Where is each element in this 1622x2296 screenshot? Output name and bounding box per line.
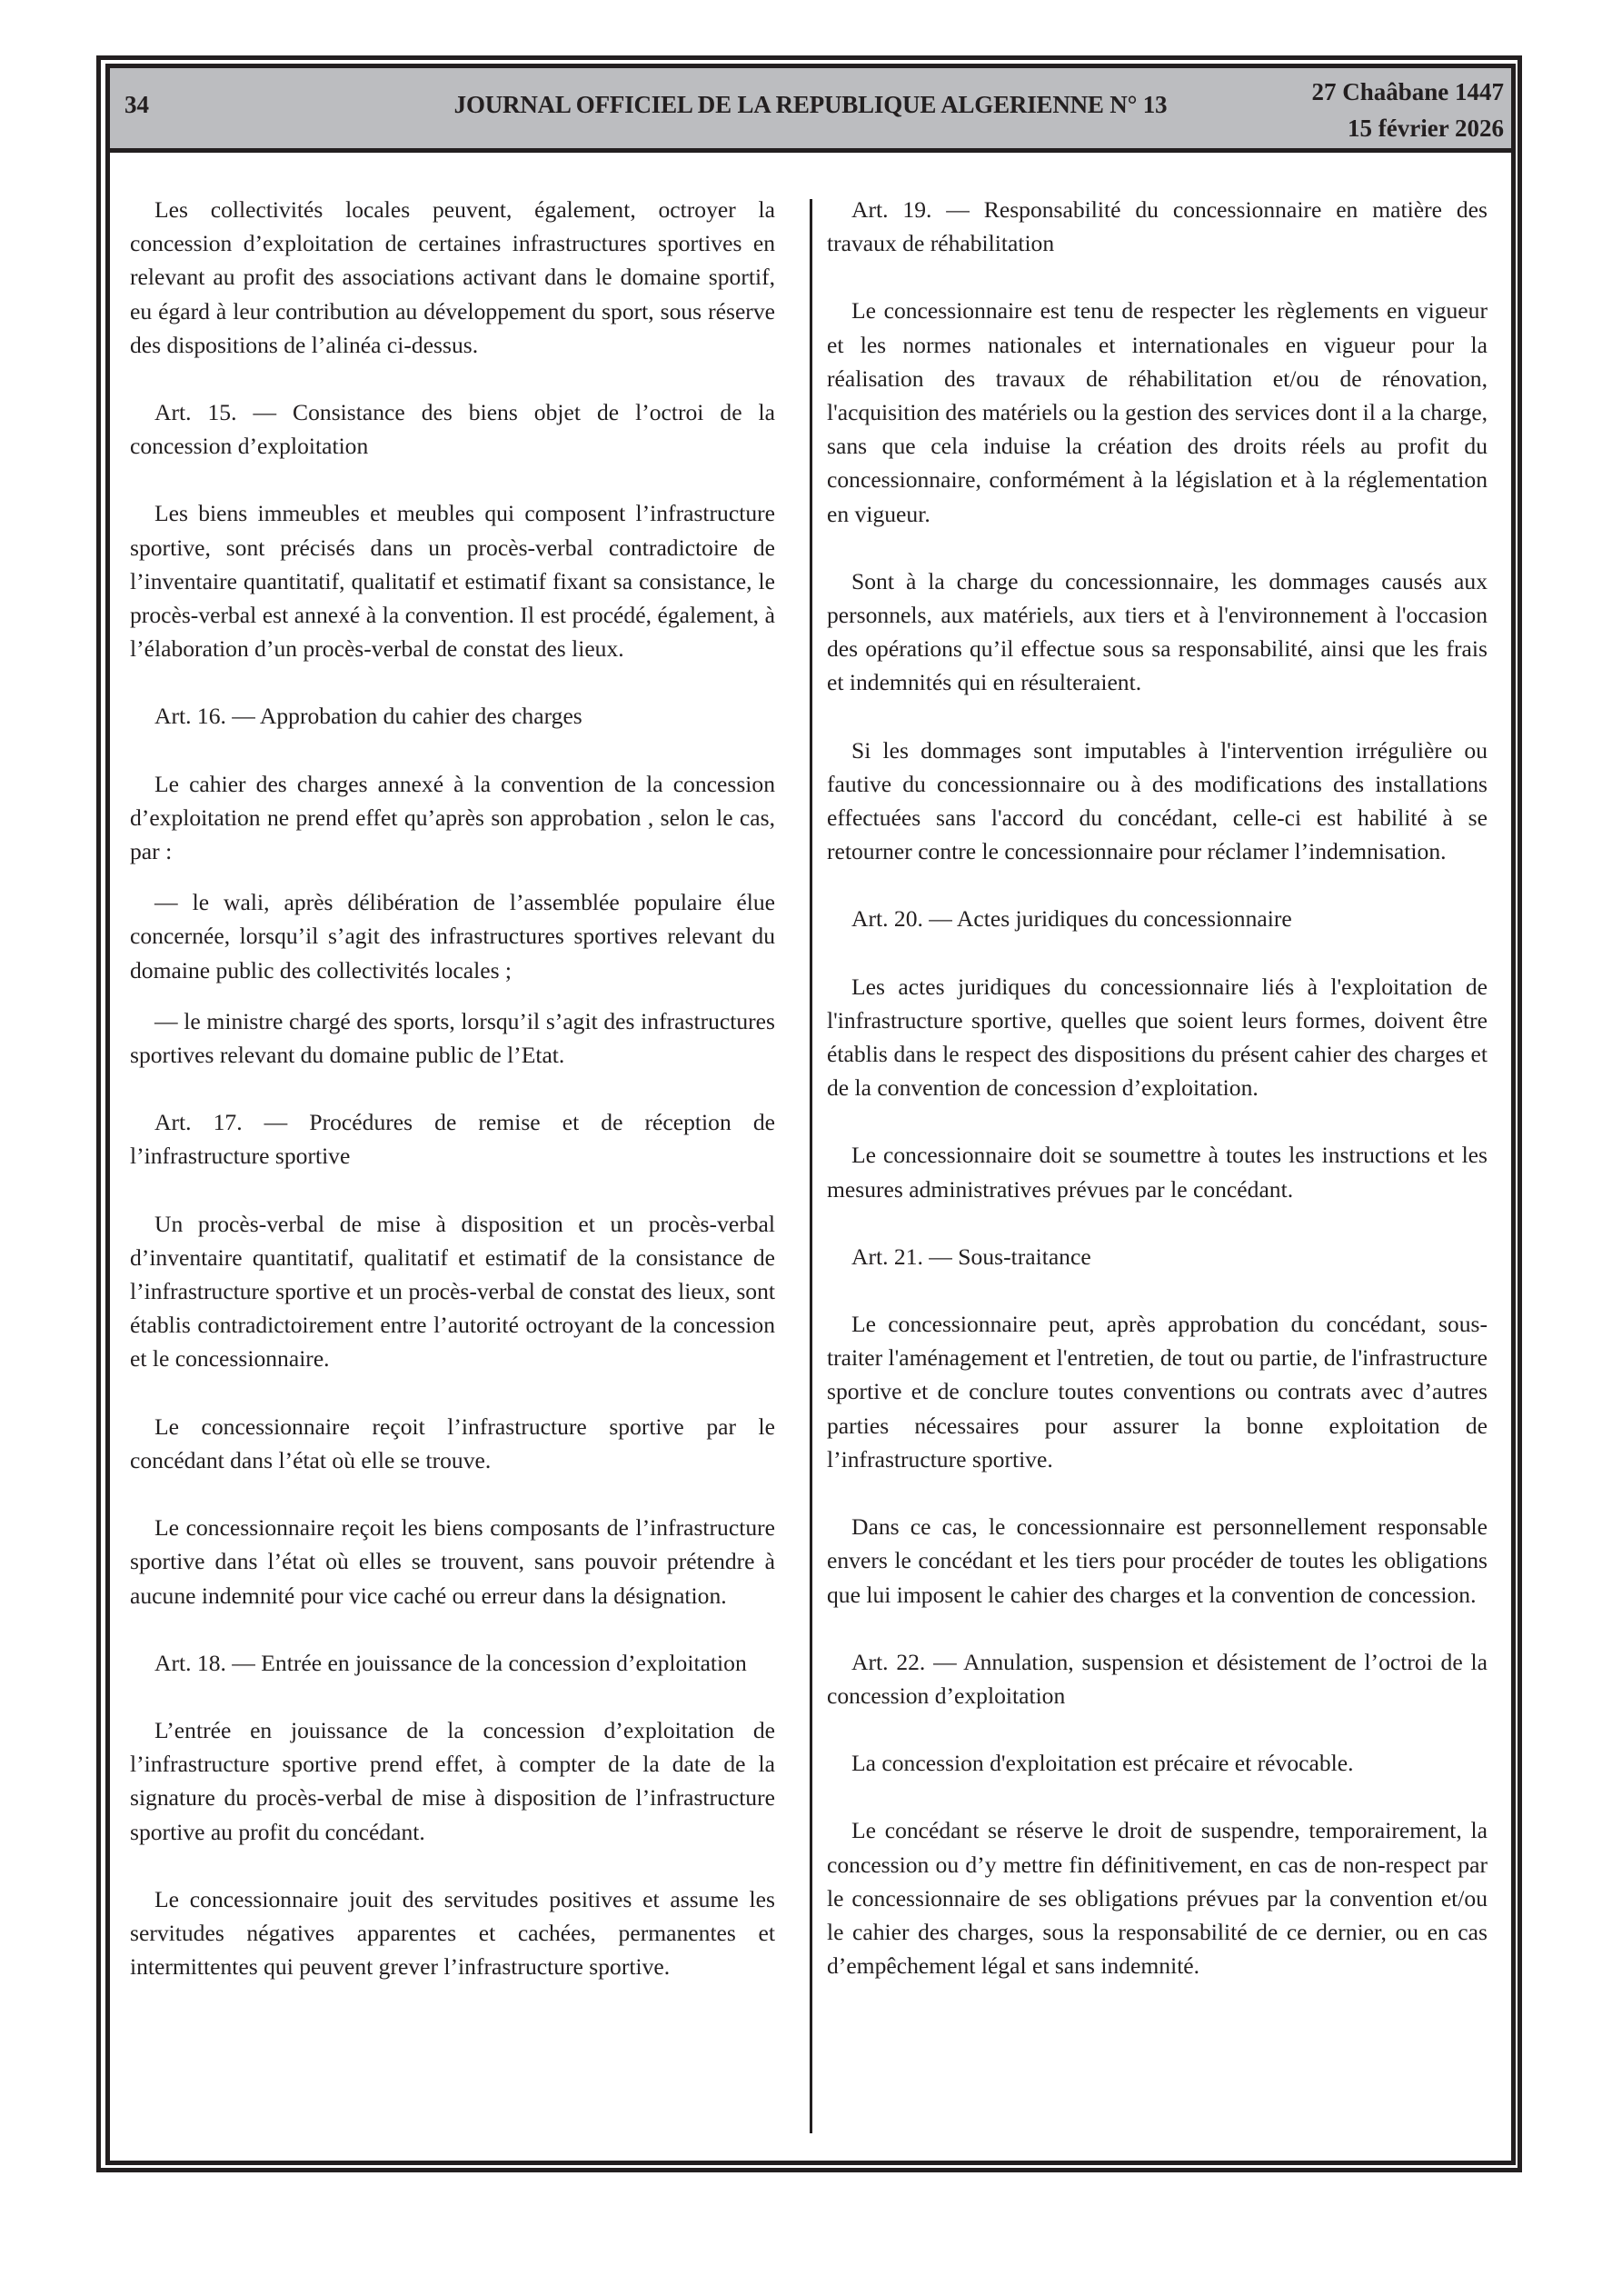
page-number: 34 <box>124 91 149 118</box>
article-heading-22: Art. 22. — Annulation, suspension et désistement de l’octroi de la concession d’exploitation <box>827 1648 1488 1709</box>
article-heading-19: Art. 19. — Responsabilité du concessionnaire en matière des travaux de réhabilitation <box>827 196 1488 257</box>
paragraph: Les actes juridiques du concessionnaire liés à l'exploitation de l'infrastructure sportive, quelles que soient leurs formes, doivent être établis dans le respect des dispositions du présent cahier des charges et de la convention de concession d’exploitation. <box>827 973 1488 1102</box>
paragraph: Le concédant se réserve le droit de suspendre, temporairement, la concession ou d’y mettre fin définitivement, en cas de non-respect par le concessionnaire de ses obligations prévues par la convention et/ou le cahier des charges, sous la responsabilité de ce dernier, ou en cas d’empêchement légal et sans indemnité. <box>827 1817 1488 1980</box>
paragraph: Sont à la charge du concessionnaire, les dommages causés aux personnels, aux matériels, aux tiers et à l'environnement à l'occasion des opérations qu’il effectue sous sa responsabilité, ainsi que les frais et indemnités qui en résulteraient. <box>827 567 1488 696</box>
paragraph: Un procès-verbal de mise à disposition et un procès-verbal d’inventaire quantitatif, qualitatif et estimatif de la consistance de l’infrastructure sportive et un procès-verbal de constat des lieux, sont établis contradictoirement entre l’autorité octroyant de la concession et le concessionnaire. <box>130 1210 775 1373</box>
column-divider <box>810 199 812 2133</box>
article-heading-16: Art. 16. — Approbation du cahier des charges <box>154 703 582 730</box>
list-item: — le ministre chargé des sports, lorsqu’il s’agit des infrastructures sportives relevant du domaine public de l’Etat. <box>130 1007 775 1069</box>
paragraph: Le cahier des charges annexé à la convention de la concession d’exploitation ne prend effet qu’après son approbation , selon le cas, par : <box>130 770 775 865</box>
paragraph: Le concessionnaire jouit des servitudes positives et assume les servitudes négatives apparentes et cachées, permanentes et intermittentes qui peuvent grever l’infrastructure sportive. <box>130 1885 775 1981</box>
date-hijri: 27 Chaâbane 1447 <box>1311 78 1504 105</box>
right-column <box>827 193 1488 2016</box>
article-heading-18: Art. 18. — Entrée en jouissance de la concession d’exploitation <box>154 1649 747 1676</box>
paragraph: Dans ce cas, le concessionnaire est personnellement responsable envers le concédant et les tiers pour procéder de toutes les obligations que lui imposent le cahier des charges et la convention de concession. <box>827 1513 1488 1608</box>
paragraph: Les collectivités locales peuvent, également, octroyer la concession d’exploitation de certaines infrastructures sportives en relevant au profit des associations activant dans le domaine sportif, eu égard à leur contribution au développement du sport, sous réserve des dispositions de l’alinéa ci-dessus. <box>130 196 775 358</box>
paragraph: La concession d'exploitation est précaire et révocable. <box>851 1750 1354 1777</box>
paragraph: Le concessionnaire doit se soumettre à toutes les instructions et les mesures administratives prévues par le concédant. <box>827 1142 1488 1203</box>
list-item: — le wali, après délibération de l’assemblée populaire élue concernée, lorsqu’il s’agit des infrastructures sportives relevant du domaine public des collectivités locales ; <box>130 889 775 983</box>
paragraph: Le concessionnaire peut, après approbation du concédant, sous-traiter l'aménagement et l'entretien, de tout ou partie, de l'infrastructure sportive et de conclure toutes conventions ou contrats avec d’autres parties nécessaires pour assurer la bonne exploitation de l’infrastructure sportive. <box>827 1311 1488 1472</box>
paragraph: Les biens immeubles et meubles qui composent l’infrastructure sportive, sont précisés dans un procès-verbal contradictoire de l’inventaire quantitatif, qualitatif et estimatif fixant sa consistance, le procès-verbal est annexé à la convention. Il est procédé, également, à l’élaboration d’un procès-verbal de constat des lieux. <box>130 500 775 663</box>
date-gregorian: 15 février 2026 <box>1348 115 1504 142</box>
paragraph: Le concessionnaire reçoit les biens composants de l’infrastructure sportive dans l’état où elles se trouvent, sans pouvoir prétendre à aucune indemnité pour vice caché ou erreur dans la désignation. <box>130 1514 775 1609</box>
issue-dates <box>1311 74 1504 146</box>
journal-title: JOURNAL OFFICIEL DE LA REPUBLIQUE ALGERIENNE N° 13 <box>453 91 1168 118</box>
article-heading-21: Art. 21. — Sous-traitance <box>851 1243 1091 1270</box>
left-column <box>130 193 775 2017</box>
paragraph: L’entrée en jouissance de la concession d’exploitation de l’infrastructure sportive prend effet, à compter de la date de la signature du procès-verbal de mise à disposition de l’infrastructure sportive au profit du concédant. <box>130 1716 775 1845</box>
journal-header <box>110 68 1511 153</box>
article-heading-17: Art. 17. — Procédures de remise et de réception de l’infrastructure sportive <box>130 1109 775 1170</box>
paragraph: Si les dommages sont imputables à l'intervention irrégulière ou fautive du concessionnaire ou à des modifications des installations effectuées sans l'accord du concédant, celle-ci est habilité à se retourner contre le concessionnaire pour réclamer l’indemnisation. <box>827 736 1488 865</box>
article-heading-15: Art. 15. — Consistance des biens objet de l’octroi de la concession d’exploitation <box>130 399 775 460</box>
paragraph: Le concessionnaire reçoit l’infrastructure sportive par le concédant dans l’état où elle se trouve. <box>130 1413 775 1473</box>
article-heading-20: Art. 20. — Actes juridiques du concessionnaire <box>851 905 1292 933</box>
paragraph: Le concessionnaire est tenu de respecter les règlements en vigueur et les normes nationales et internationales en vigueur pour la réalisation des travaux de réhabilitation et/ou de rénovation, l'acquisition des matériels ou la gestion des services dont il a la charge, sans que cela induise la création des droits réels au profit du concessionnaire, conformément à la législation et à la réglementation en vigueur. <box>827 297 1488 527</box>
